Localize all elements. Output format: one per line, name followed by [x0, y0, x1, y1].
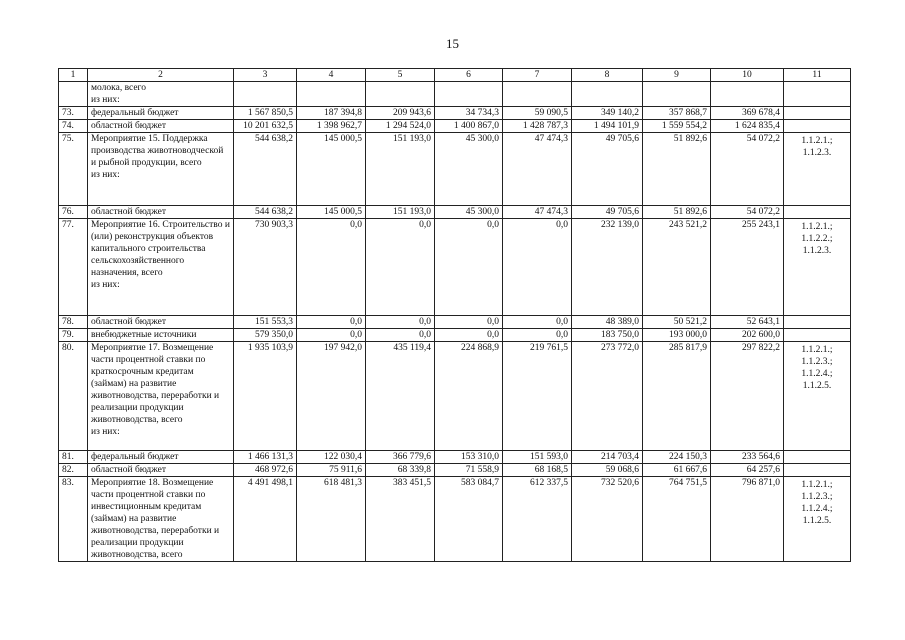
task-ref: 1.1.2.1.; [801, 222, 833, 232]
value-cell: 122 030,4 [297, 451, 366, 464]
header-row [59, 69, 851, 82]
task-refs [784, 219, 851, 316]
value-cell: 1 466 131,3 [234, 451, 297, 464]
value-cell: 273 772,0 [572, 342, 643, 451]
task-refs [784, 316, 851, 329]
header-cell: 2 [88, 69, 234, 82]
row-name [88, 464, 234, 477]
value-cell [643, 82, 711, 107]
row-name-line: Мероприятие 16. Строительство и (или) реконструкция объектов капитального строительства сельскохозяйственного назначения, всего [91, 220, 230, 278]
row-name [88, 342, 234, 451]
value-cell: 297 822,2 [711, 342, 784, 451]
row-number: 78. [59, 316, 88, 329]
table-row [59, 464, 851, 477]
value-cell: 544 638,2 [234, 206, 297, 219]
value-cell: 0,0 [503, 329, 572, 342]
task-refs [784, 82, 851, 107]
value-cell: 1 400 867,0 [435, 120, 503, 133]
row-name-line: из них: [91, 95, 120, 105]
value-cell: 54 072,2 [711, 133, 784, 206]
value-cell: 544 638,2 [234, 133, 297, 206]
value-cell: 732 520,6 [572, 477, 643, 562]
header-cell: 4 [297, 69, 366, 82]
row-name [88, 329, 234, 342]
task-ref: 1.1.2.1.; [801, 480, 833, 490]
task-ref: 1.1.2.3.; [801, 492, 833, 502]
value-cell: 64 257,6 [711, 464, 784, 477]
value-cell: 1 294 524,0 [366, 120, 435, 133]
value-cell: 369 678,4 [711, 107, 784, 120]
row-name-line: федеральный бюджет [91, 452, 179, 462]
table-row [59, 316, 851, 329]
value-cell: 1 567 850,5 [234, 107, 297, 120]
table-row [59, 451, 851, 464]
row-name-line: Мероприятие 15. Поддержка производства животноводческой и рыбной продукции, всего [91, 134, 224, 168]
value-cell: 59 090,5 [503, 107, 572, 120]
value-cell: 1 559 554,2 [643, 120, 711, 133]
value-cell: 219 761,5 [503, 342, 572, 451]
row-number: 80. [59, 342, 88, 451]
header-cell: 7 [503, 69, 572, 82]
table-row [59, 329, 851, 342]
value-cell: 0,0 [435, 329, 503, 342]
task-refs [784, 464, 851, 477]
value-cell: 47 474,3 [503, 206, 572, 219]
table-row [59, 120, 851, 133]
row-name [88, 107, 234, 120]
value-cell: 47 474,3 [503, 133, 572, 206]
table-row [59, 219, 851, 316]
task-ref: 1.1.2.3. [802, 148, 832, 158]
value-cell: 0,0 [503, 219, 572, 316]
row-name-line: из них: [91, 280, 120, 290]
header-cell: 9 [643, 69, 711, 82]
row-name-line: федеральный бюджет [91, 108, 179, 118]
task-ref: 1.1.2.3. [802, 246, 832, 256]
row-name-line: из них: [91, 427, 120, 437]
task-refs [784, 133, 851, 206]
row-name-line: областной бюджет [91, 317, 167, 327]
task-ref: 1.1.2.1.; [801, 345, 833, 355]
header-cell: 1 [59, 69, 88, 82]
row-number: 76. [59, 206, 88, 219]
row-number [59, 82, 88, 107]
row-name-line: из них: [91, 170, 120, 180]
value-cell: 243 521,2 [643, 219, 711, 316]
value-cell: 183 750,0 [572, 329, 643, 342]
task-refs [784, 451, 851, 464]
value-cell: 59 068,6 [572, 464, 643, 477]
value-cell: 468 972,6 [234, 464, 297, 477]
value-cell: 435 119,4 [366, 342, 435, 451]
value-cell: 151 193,0 [366, 206, 435, 219]
value-cell: 197 942,0 [297, 342, 366, 451]
value-cell: 233 564,6 [711, 451, 784, 464]
value-cell: 1 494 101,9 [572, 120, 643, 133]
value-cell: 209 943,6 [366, 107, 435, 120]
row-name-line: Мероприятие 17. Возмещение части процентной ставки по краткосрочным кредитам (займам) на развитие животноводства, переработки и реализации продукции животноводства, всего [91, 343, 220, 425]
value-cell: 618 481,3 [297, 477, 366, 562]
value-cell: 75 911,6 [297, 464, 366, 477]
value-cell: 34 734,3 [435, 107, 503, 120]
value-cell: 49 705,6 [572, 133, 643, 206]
row-name-line: молока, всего [91, 83, 146, 93]
value-cell: 1 428 787,3 [503, 120, 572, 133]
row-number: 79. [59, 329, 88, 342]
value-cell: 285 817,9 [643, 342, 711, 451]
row-name [88, 316, 234, 329]
value-cell: 68 168,5 [503, 464, 572, 477]
table-row [59, 342, 851, 451]
value-cell: 1 935 103,9 [234, 342, 297, 451]
value-cell: 153 310,0 [435, 451, 503, 464]
header-cell: 6 [435, 69, 503, 82]
value-cell: 145 000,5 [297, 133, 366, 206]
row-name [88, 477, 234, 562]
value-cell [366, 82, 435, 107]
value-cell: 796 871,0 [711, 477, 784, 562]
value-cell: 68 339,8 [366, 464, 435, 477]
budget-table [58, 68, 851, 562]
task-refs [784, 107, 851, 120]
value-cell: 202 600,0 [711, 329, 784, 342]
value-cell [572, 82, 643, 107]
row-name [88, 133, 234, 206]
value-cell: 0,0 [366, 329, 435, 342]
table-row [59, 133, 851, 206]
value-cell: 0,0 [366, 219, 435, 316]
row-name [88, 451, 234, 464]
value-cell: 151 553,3 [234, 316, 297, 329]
value-cell: 52 643,1 [711, 316, 784, 329]
task-ref: 1.1.2.3.; [801, 357, 833, 367]
value-cell: 1 398 962,7 [297, 120, 366, 133]
row-name-line: областной бюджет [91, 121, 167, 131]
value-cell: 0,0 [297, 329, 366, 342]
value-cell: 357 868,7 [643, 107, 711, 120]
value-cell: 54 072,2 [711, 206, 784, 219]
header-cell: 5 [366, 69, 435, 82]
value-cell: 51 892,6 [643, 206, 711, 219]
task-refs [784, 342, 851, 451]
row-name [88, 120, 234, 133]
table-row [59, 206, 851, 219]
row-number: 73. [59, 107, 88, 120]
row-number: 81. [59, 451, 88, 464]
value-cell [503, 82, 572, 107]
row-number: 77. [59, 219, 88, 316]
task-refs [784, 477, 851, 562]
value-cell: 366 779,6 [366, 451, 435, 464]
value-cell [297, 82, 366, 107]
value-cell: 51 892,6 [643, 133, 711, 206]
task-refs [784, 206, 851, 219]
value-cell: 50 521,2 [643, 316, 711, 329]
header-cell: 8 [572, 69, 643, 82]
task-ref: 1.1.2.5. [802, 516, 832, 526]
value-cell: 583 084,7 [435, 477, 503, 562]
value-cell: 232 139,0 [572, 219, 643, 316]
task-refs [784, 120, 851, 133]
row-name [88, 219, 234, 316]
value-cell: 61 667,6 [643, 464, 711, 477]
value-cell: 383 451,5 [366, 477, 435, 562]
value-cell: 0,0 [297, 316, 366, 329]
table-row [59, 477, 851, 562]
row-name [88, 206, 234, 219]
value-cell: 10 201 632,5 [234, 120, 297, 133]
value-cell [435, 82, 503, 107]
header-cell: 10 [711, 69, 784, 82]
value-cell: 193 000,0 [643, 329, 711, 342]
value-cell: 4 491 498,1 [234, 477, 297, 562]
value-cell: 151 193,0 [366, 133, 435, 206]
value-cell: 1 624 835,4 [711, 120, 784, 133]
value-cell: 49 705,6 [572, 206, 643, 219]
row-name-line: Мероприятие 18. Возмещение части процентной ставки по инвестиционным кредитам (займам) на развитие животноводства, переработки и реализации продукции животноводства, всего [91, 478, 220, 560]
value-cell: 151 593,0 [503, 451, 572, 464]
value-cell: 45 300,0 [435, 206, 503, 219]
table-row [59, 107, 851, 120]
task-ref: 1.1.2.2.; [801, 234, 833, 244]
value-cell: 0,0 [435, 316, 503, 329]
row-number: 75. [59, 133, 88, 206]
header-cell: 11 [784, 69, 851, 82]
value-cell: 0,0 [435, 219, 503, 316]
value-cell: 349 140,2 [572, 107, 643, 120]
table-row [59, 82, 851, 107]
value-cell: 612 337,5 [503, 477, 572, 562]
value-cell: 579 350,0 [234, 329, 297, 342]
task-refs [784, 329, 851, 342]
value-cell: 45 300,0 [435, 133, 503, 206]
page-number: 15 [446, 36, 459, 51]
value-cell: 764 751,5 [643, 477, 711, 562]
value-cell: 71 558,9 [435, 464, 503, 477]
value-cell [234, 82, 297, 107]
task-ref: 1.1.2.4.; [801, 369, 833, 379]
value-cell: 224 868,9 [435, 342, 503, 451]
row-number: 83. [59, 477, 88, 562]
value-cell: 145 000,5 [297, 206, 366, 219]
value-cell: 0,0 [366, 316, 435, 329]
value-cell: 255 243,1 [711, 219, 784, 316]
task-ref: 1.1.2.5. [802, 381, 832, 391]
value-cell: 187 394,8 [297, 107, 366, 120]
value-cell: 48 389,0 [572, 316, 643, 329]
value-cell [711, 82, 784, 107]
value-cell: 224 150,3 [643, 451, 711, 464]
value-cell: 214 703,4 [572, 451, 643, 464]
task-ref: 1.1.2.1.; [801, 136, 833, 146]
row-name-line: областной бюджет [91, 207, 167, 217]
row-name [88, 82, 234, 107]
row-number: 82. [59, 464, 88, 477]
value-cell: 730 903,3 [234, 219, 297, 316]
value-cell: 0,0 [503, 316, 572, 329]
header-cell: 3 [234, 69, 297, 82]
row-number: 74. [59, 120, 88, 133]
task-ref: 1.1.2.4.; [801, 504, 833, 514]
row-name-line: внебюджетные источники [91, 330, 197, 340]
row-name-line: областной бюджет [91, 465, 167, 475]
value-cell: 0,0 [297, 219, 366, 316]
